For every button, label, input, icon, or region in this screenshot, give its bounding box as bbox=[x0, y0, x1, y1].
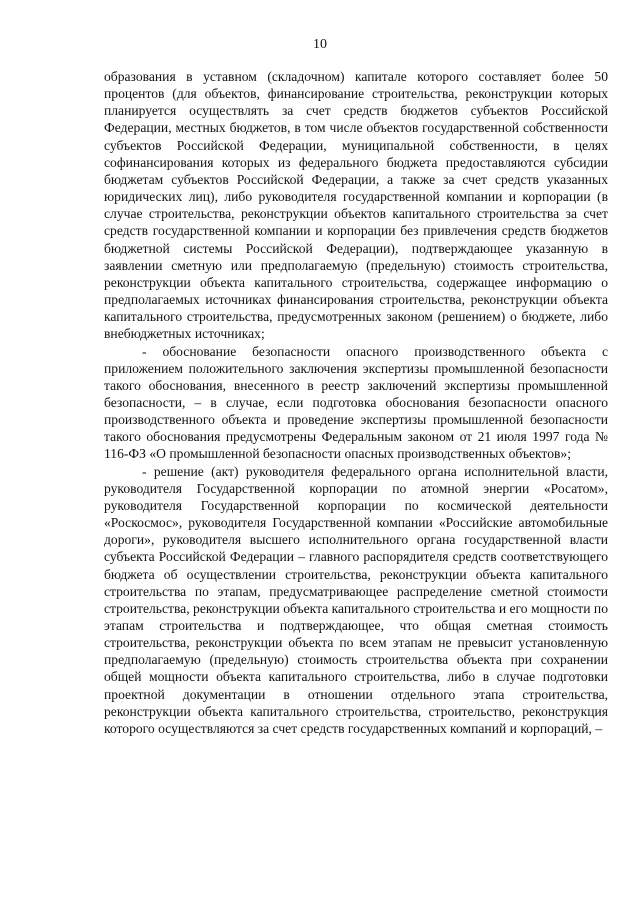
page-number: 10 bbox=[313, 37, 327, 52]
paragraph-staged-construction-decision: - решение (акт) руководителя федерального органа исполнительной власти, руководителя Государственной корпорации по атомной энергии «Росатом», руководителя Государственной корпорации по космической деятельности «Роскосмос», руководителя Государственной компании «Российские автомобильные дороги», руководителя высшего исполнительного органа государственной власти субъекта Российской Федерации – главного распорядителя средств соответствующего бюджета об осуществлении строительства, реконструкции объекта капитального строительства по этапам, предусматривающее распределение сметной стоимости строительства, реконструкции объекта капитального строительства и его мощности по этапам строительства и подтверждающее, что общая сметная стоимость строительства, реконструкции объекта по всем этапам не превысит установленную предполагаемую (предельную) стоимость строительства объекта при сохранении общей мощности объекта капитального строительства, либо в случае подготовки проектной документации в отношении отдельного этапа строительства, реконструкции объекта капитального строительства, строительство, реконструкция которого осуществляются за счет средств государственных компаний и корпораций, – bbox=[104, 463, 608, 736]
body-text bbox=[104, 68, 608, 737]
paragraph-safety-justification: - обоснование безопасности опасного производственного объекта с приложением положительного заключения экспертизы промышленной безопасности такого обоснования, внесенного в реестр заключений экспертизы промышленной безопасности, – в случае, если подготовка обоснования безопасности опасного производственного объекта и проведение экспертизы промышленной безопасности такого обоснования предусмотрены Федеральным законом от 21 июля 1997 года № 116-ФЗ «О промышленной безопасности опасных производственных объектов»; bbox=[104, 343, 608, 462]
paragraph-continuation: образования в уставном (складочном) капитале которого составляет более 50 процентов (для объектов, финансирование строительства, реконструкции которых планируется осуществлять за счет средств бюджетов субъектов Российской Федерации, местных бюджетов, в том числе объектов государственной собственности субъектов Российской Федерации, муниципальной собственности, в целях софинансирования которых из федерального бюджета предоставляются субсидии бюджетам субъектов Российской Федерации, а также за счет средств указанных юридических лиц), либо руководителя государственной компании и корпорации (в случае строительства, реконструкции объектов капитального строительства за счет средств государственной компании и корпорации без привлечения средств бюджетов бюджетной системы Российской Федерации), подтверждающее указанную в заявлении сметную или предполагаемую (предельную) стоимость строительства, реконструкции объекта капитального строительства, содержащее информацию о предполагаемых источниках финансирования строительства, реконструкции объекта капитального строительства, предусмотренных законом (решением) о бюджете, либо внебюджетных источниках; bbox=[104, 69, 608, 342]
